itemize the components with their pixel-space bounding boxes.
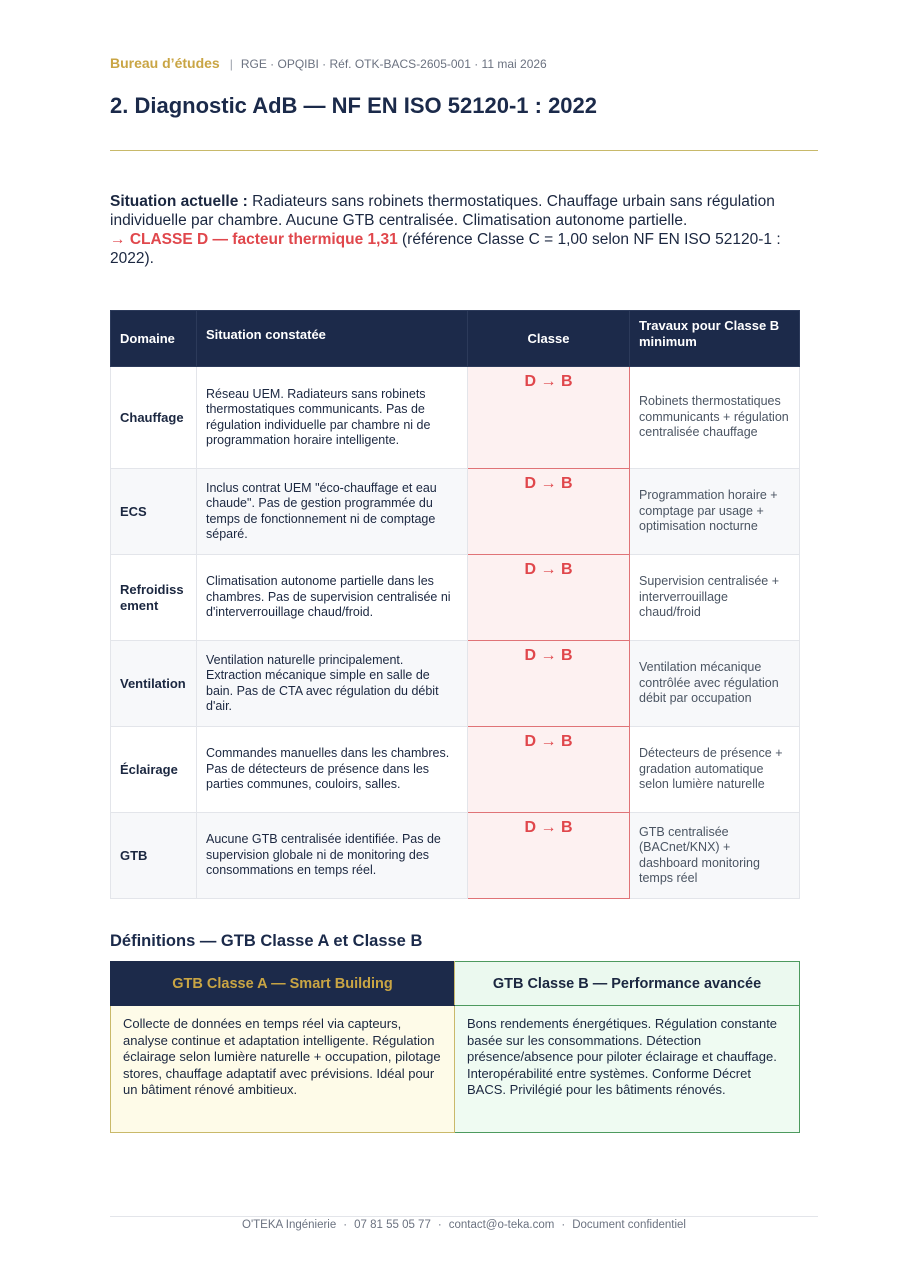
page-footer xyxy=(110,1219,818,1231)
cell-situation: Ventilation naturelle principalement. Extraction mécanique simple en salle de bain. Pas de CTA avec régulation du débit d'air. xyxy=(197,641,468,727)
title-divider xyxy=(110,150,818,151)
cell-classe: D → B xyxy=(468,367,630,469)
cell-situation: Réseau UEM. Radiateurs sans robinets thermostatiques communicants. Pas de régulation individuelle par chambre ni de programmation horaire intelligente. xyxy=(197,367,468,469)
table-row xyxy=(111,727,800,813)
footer-divider xyxy=(110,1216,818,1217)
cell-situation: Climatisation autonome partielle dans les chambres. Pas de supervision centralisée ni d'interverrouillage chaud/froid. xyxy=(197,555,468,641)
class-b-header: GTB Classe B — Performance avancée xyxy=(455,962,800,1006)
cell-domaine: Chauffage xyxy=(111,367,197,469)
page-title: 2. Diagnostic AdB — NF EN ISO 52120-1 : 2022 xyxy=(110,93,598,118)
definitions-table xyxy=(110,961,800,1133)
situation-arrow: → xyxy=(110,231,130,248)
situation-reference: (référence Classe C = 1,00 selon NF EN ISO 52120-1 : 2022). xyxy=(110,231,781,267)
cell-travaux: Robinets thermostatiques communicants + régulation centralisée chauffage xyxy=(630,367,800,469)
header-domaine: Domaine xyxy=(111,311,197,367)
cell-classe: D → B xyxy=(468,555,630,641)
header-situation: Situation constatée xyxy=(197,311,468,367)
footer-email: contact@o-teka.com xyxy=(448,1219,555,1231)
cell-travaux: Programmation horaire + comptage par usage + optimisation nocturne xyxy=(630,469,800,555)
cell-classe: D → B xyxy=(468,727,630,813)
cell-classe: D → B xyxy=(468,641,630,727)
cell-situation: Aucune GTB centralisée identifiée. Pas de supervision globale ni de monitoring des consommations en temps réel. xyxy=(197,813,468,899)
footer-dot: · xyxy=(343,1219,348,1231)
definitions-title: Définitions — GTB Classe A et Classe B xyxy=(110,932,423,950)
cell-classe: D → B xyxy=(468,813,630,899)
class-a-header: GTB Classe A — Smart Building xyxy=(111,962,455,1006)
diagnostic-table xyxy=(110,310,800,899)
cell-classe: D → B xyxy=(468,469,630,555)
situation-text: Radiateurs sans robinets thermostatiques. Chauffage urbain sans régulation individuelle par chambre. Aucune GTB centralisée. Climatisation autonome partielle. xyxy=(110,193,775,229)
header-meta: RGE · OPQIBI · Réf. OTK-BACS-2605-001 · 11 mai 2026 xyxy=(240,57,547,71)
table-row xyxy=(111,469,800,555)
header-travaux: Travaux pour Classe B minimum xyxy=(630,311,800,367)
cell-domaine: Éclairage xyxy=(111,727,197,813)
cell-travaux: Détecteurs de présence + gradation automatique selon lumière naturelle xyxy=(630,727,800,813)
footer-dot: · xyxy=(561,1219,566,1231)
footer-note: Document confidentiel xyxy=(572,1219,686,1231)
header-separator: | xyxy=(229,57,233,71)
header-classe: Classe xyxy=(468,311,630,367)
cell-travaux: Supervision centralisée + interverrouillage chaud/froid xyxy=(630,555,800,641)
situation-label: Situation actuelle : xyxy=(110,193,248,210)
table-row xyxy=(111,641,800,727)
table-row xyxy=(111,367,800,469)
cell-situation: Commandes manuelles dans les chambres. Pas de détecteurs de présence dans les parties communes, couloirs, salles. xyxy=(197,727,468,813)
situation-paragraph xyxy=(110,192,822,268)
footer-dot: · xyxy=(437,1219,442,1231)
cell-travaux: GTB centralisée (BACnet/KNX) + dashboard monitoring temps réel xyxy=(630,813,800,899)
cell-situation: Inclus contrat UEM "éco-chauffage et eau chaude". Pas de gestion programmée du temps de fonctionnement ni de comptage séparé. xyxy=(197,469,468,555)
class-a-body: Collecte de données en temps réel via capteurs, analyse continue et adaptation intelligente. Régulation éclairage selon lumière naturelle + occupation, pilotage stores, chauffage adaptatif avec prévisions. Idéal pour un bâtiment rénové ambitieux. xyxy=(111,1006,455,1133)
situation-class: CLASSE D — facteur thermique 1,31 xyxy=(129,231,398,248)
document-page xyxy=(110,0,818,1287)
table-row xyxy=(111,813,800,899)
brand-label: Bureau d’études xyxy=(110,55,220,71)
class-b-body: Bons rendements énergétiques. Régulation constante basée sur les consommations. Détection présence/absence pour piloter éclairage et chauffage. Interopérabilité entre systèmes. Conforme Décret BACS. Privilégié pour les bâtiments rénovés. xyxy=(455,1006,800,1133)
footer-phone: 07 81 55 05 77 xyxy=(354,1219,431,1231)
cell-travaux: Ventilation mécanique contrôlée avec régulation débit par occupation xyxy=(630,641,800,727)
table-header-row xyxy=(111,311,800,367)
cell-domaine: ECS xyxy=(111,469,197,555)
cell-domaine: GTB xyxy=(111,813,197,899)
cell-domaine: Refroidissement xyxy=(111,555,197,641)
table-row xyxy=(111,555,800,641)
document-header xyxy=(110,55,547,71)
cell-domaine: Ventilation xyxy=(111,641,197,727)
footer-company: O'TEKA Ingénierie xyxy=(242,1219,337,1231)
